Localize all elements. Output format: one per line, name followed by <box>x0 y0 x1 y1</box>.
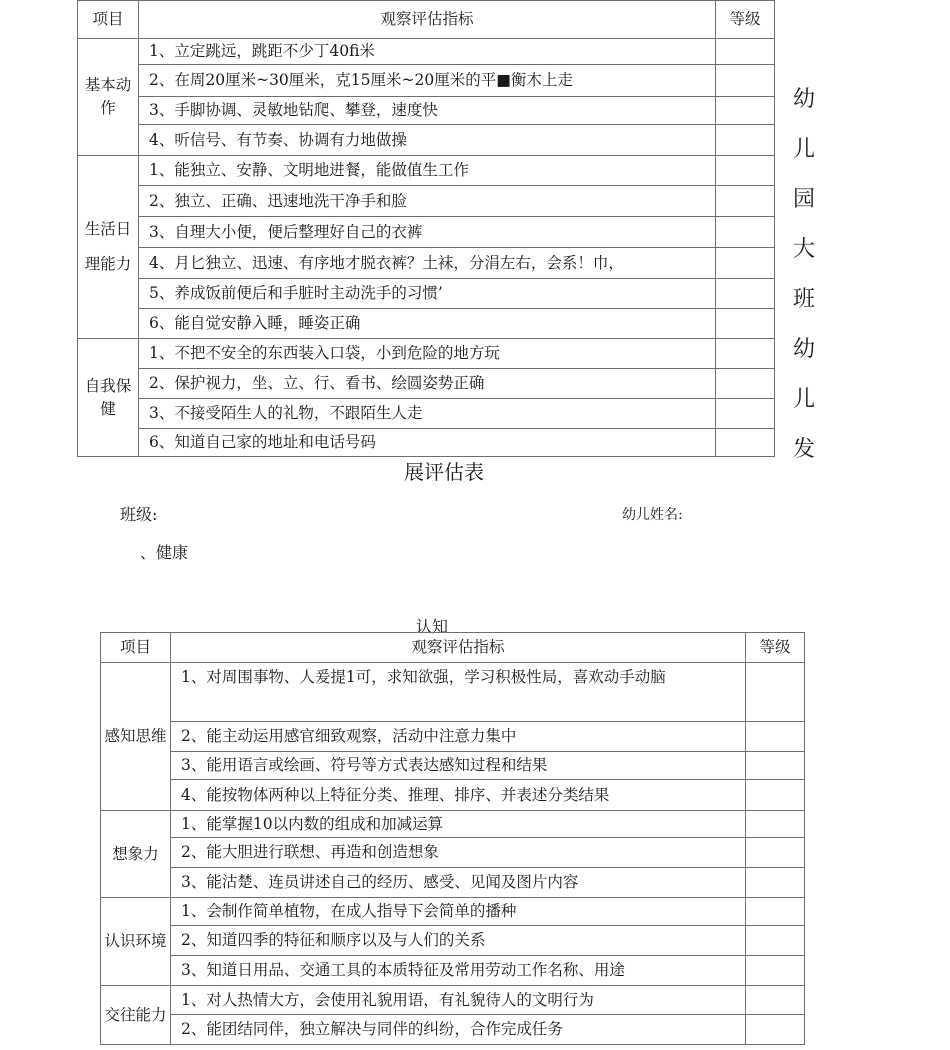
grade-cell[interactable] <box>746 780 805 811</box>
indicator-cell: 3、手脚协调、灵敏地钻爬、攀登，速度快 <box>139 97 716 125</box>
title-char: 班 <box>792 287 815 312</box>
table-row <box>101 780 805 811</box>
grade-cell[interactable] <box>716 248 775 279</box>
section-heading-cognition: 认知 <box>416 617 449 636</box>
table-row <box>78 339 775 369</box>
indicator-cell: 2、在周20厘米~30厘米，克15厘米~20厘米的平■衡木上走 <box>139 65 716 97</box>
title-char: 大 <box>792 237 815 262</box>
table-row <box>78 125 775 156</box>
table-row <box>101 722 805 752</box>
grade-cell[interactable] <box>746 752 805 780</box>
grade-cell[interactable] <box>746 1015 805 1045</box>
section-heading-health: 、健康 <box>140 543 189 562</box>
grade-cell[interactable] <box>746 868 805 898</box>
document-title-vertical <box>790 75 818 475</box>
category-cell: 交往能力 <box>101 986 171 1045</box>
header-item: 项目 <box>78 1 139 39</box>
indicator-cell: 1、不把不安全的东西装入口袋，小到危险的地方玩 <box>139 339 716 369</box>
table-row <box>78 156 775 186</box>
table-row <box>78 248 775 279</box>
title-char: 儿 <box>792 387 815 412</box>
table-row <box>101 752 805 780</box>
table-row <box>78 97 775 125</box>
grade-cell[interactable] <box>716 156 775 186</box>
header-indicator: 观察评估指标 <box>139 1 716 39</box>
indicator-cell: 2、知道四季的特征和顺序以及与人们的关系 <box>171 926 746 956</box>
table-header-row <box>78 1 775 39</box>
category-cell: 基本动作 <box>78 39 139 156</box>
title-char: 幼 <box>792 87 815 112</box>
document-title-tail: 展评估表 <box>404 460 484 484</box>
table-row <box>78 429 775 457</box>
table-row <box>101 663 805 722</box>
category-cell: 想象力 <box>101 811 171 898</box>
indicator-cell: 4、能按物体两种以上特征分类、推理、排序、并表述分类结果 <box>171 780 746 811</box>
grade-cell[interactable] <box>746 986 805 1015</box>
table-row <box>101 1015 805 1045</box>
table-row <box>101 956 805 986</box>
indicator-cell: 3、能用语言或绘画、符号等方式表达感知过程和结果 <box>171 752 746 780</box>
table-row <box>78 279 775 309</box>
cognition-evaluation-table <box>100 632 805 1045</box>
grade-cell[interactable] <box>746 811 805 838</box>
indicator-cell: 1、能独立、安静、文明地进餐，能做值生工作 <box>139 156 716 186</box>
table-header-row <box>101 633 805 663</box>
indicator-cell: 4、月匕独立、迅速、有序地才脱衣裤？土袜，分涓左右，会系！巾， <box>139 248 716 279</box>
indicator-cell: 1、对人热情大方，会使用礼貌用语，有礼貌待人的文明行为 <box>171 986 746 1015</box>
table-row <box>101 838 805 868</box>
grade-cell[interactable] <box>716 186 775 217</box>
grade-cell[interactable] <box>716 399 775 429</box>
table-row <box>78 65 775 97</box>
indicator-cell: 2、能主动运用感官细致观察，活动中注意力集中 <box>171 722 746 752</box>
indicator-cell: 3、自理大小便，便后整理好自己的衣裤 <box>139 217 716 248</box>
table-row <box>78 309 775 339</box>
grade-cell[interactable] <box>746 926 805 956</box>
header-indicator: 观察评估指标 <box>171 633 746 663</box>
indicator-cell: 6、能自觉安静入睡，睡姿正确 <box>139 309 716 339</box>
grade-cell[interactable] <box>716 217 775 248</box>
grade-cell[interactable] <box>716 39 775 65</box>
indicator-cell: 2、独立、正确、迅速地洗干净手和脸 <box>139 186 716 217</box>
table-row <box>78 217 775 248</box>
child-name-label: 幼儿姓名: <box>622 507 683 523</box>
category-cell: 感知思维 <box>101 663 171 811</box>
table-row <box>78 186 775 217</box>
category-cell: 自我保健 <box>78 339 139 457</box>
indicator-cell: 1、会制作简单植物，在成人指导下会简单的播种 <box>171 898 746 926</box>
table-row <box>101 926 805 956</box>
indicator-cell: 2、能团结同伴，独立解决与同伴的纠纷，合作完成任务 <box>171 1015 746 1045</box>
title-char: 儿 <box>792 137 815 162</box>
health-evaluation-table <box>77 0 775 457</box>
grade-cell[interactable] <box>716 279 775 309</box>
table-row <box>78 39 775 65</box>
header-grade: 等级 <box>716 1 775 39</box>
grade-cell[interactable] <box>746 956 805 986</box>
indicator-cell: 1、对周围事物、人爰提1可，求知欲强，学习积极性局，喜欢动手动脑 <box>171 663 746 722</box>
indicator-cell: 3、能沽楚、连员讲述自己的经历、感受、见闻及图片内容 <box>171 868 746 898</box>
category-cell: 认识环境 <box>101 898 171 986</box>
table-row <box>101 868 805 898</box>
header-grade: 等级 <box>746 633 805 663</box>
class-label: 班级: <box>120 505 158 524</box>
grade-cell[interactable] <box>746 898 805 926</box>
grade-cell[interactable] <box>716 339 775 369</box>
indicator-cell: 3、知道日用品、交通工具的本质特征及常用劳动工作名称、用途 <box>171 956 746 986</box>
grade-cell[interactable] <box>746 722 805 752</box>
grade-cell[interactable] <box>746 663 805 722</box>
table-row <box>101 811 805 838</box>
indicator-cell: 2、能大胆进行联想、再造和创造想象 <box>171 838 746 868</box>
grade-cell[interactable] <box>716 65 775 97</box>
table-row <box>101 986 805 1015</box>
title-char: 幼 <box>792 337 815 362</box>
indicator-cell: 2、保护视力，坐、立、行、看书、绘圆姿势正确 <box>139 369 716 399</box>
indicator-cell: 5、养成饭前便后和手脏时主动洗手的习惯’ <box>139 279 716 309</box>
table-row <box>101 898 805 926</box>
grade-cell[interactable] <box>746 838 805 868</box>
header-item: 项目 <box>101 633 171 663</box>
grade-cell[interactable] <box>716 309 775 339</box>
grade-cell[interactable] <box>716 429 775 457</box>
indicator-cell: 1、能掌握10以内数的组成和加减运算 <box>171 811 746 838</box>
grade-cell[interactable] <box>716 97 775 125</box>
grade-cell[interactable] <box>716 369 775 399</box>
title-char: 发 <box>792 437 815 462</box>
title-char: 园 <box>792 187 815 212</box>
table-row <box>78 369 775 399</box>
indicator-cell: 4、听信号、有节奏、协调有力地做操 <box>139 125 716 156</box>
indicator-cell: 1、立定跳远，跳距不少丁40fi米 <box>139 39 716 65</box>
indicator-cell: 3、不接受陌生人的礼物，不跟陌生人走 <box>139 399 716 429</box>
indicator-cell: 6、知道自己家的地址和电话号码 <box>139 429 716 457</box>
category-cell: 生活日理能力 <box>78 156 139 339</box>
grade-cell[interactable] <box>716 125 775 156</box>
table-row <box>78 399 775 429</box>
